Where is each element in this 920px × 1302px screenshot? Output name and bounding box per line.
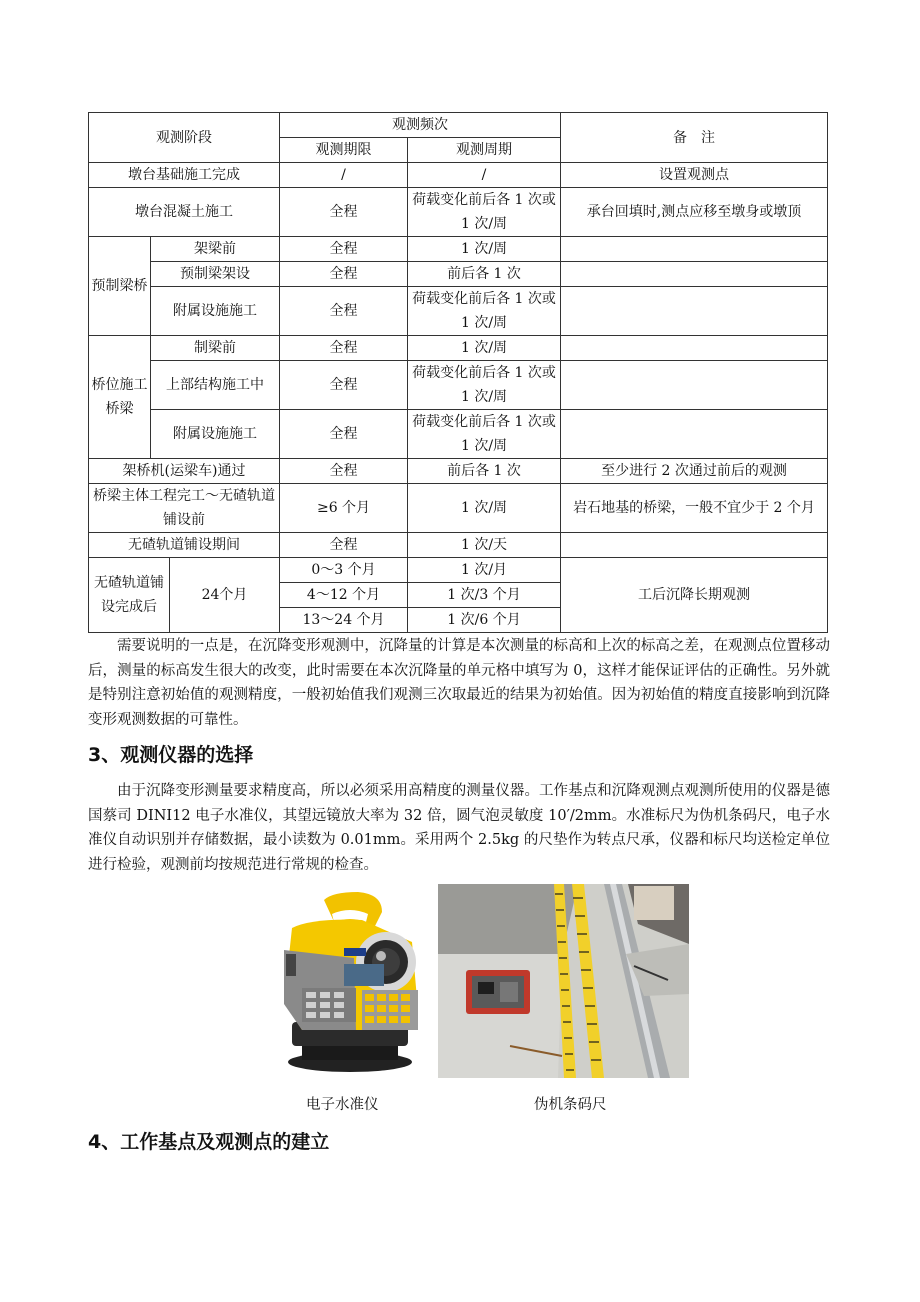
limit-cell: ≥6 个月 (280, 484, 408, 533)
cycle-cell: 1 次/周 (408, 484, 561, 533)
cycle-cell: 1 次/3 个月 (408, 583, 561, 608)
sub-stage-cell: 架梁前 (151, 237, 280, 262)
cycle-cell: / (408, 163, 561, 188)
limit-cell: 全程 (280, 237, 408, 262)
limit-cell: 全程 (280, 410, 408, 459)
stage-cell: 桥梁主体工程完工～无碴轨道铺设前 (89, 484, 280, 533)
caption-electronic-level: 电子水准仪 (306, 1097, 379, 1113)
remark-cell (561, 287, 828, 336)
remark-cell: 设置观测点 (561, 163, 828, 188)
group-label-cell: 预制梁桥 (89, 237, 151, 336)
cycle-cell: 荷载变化前后各 1 次或 1 次/周 (408, 287, 561, 336)
cycle-cell: 荷载变化前后各 1 次或 1 次/周 (408, 410, 561, 459)
remark-cell (561, 237, 828, 262)
header-frequency: 观测频次 (280, 113, 561, 138)
header-period-limit: 观测期限 (280, 138, 408, 163)
remark-cell (561, 336, 828, 361)
electronic-level-image (262, 892, 436, 1078)
remark-cell (561, 262, 828, 287)
limit-cell: 全程 (280, 361, 408, 410)
limit-cell: 全程 (280, 459, 408, 484)
cycle-cell: 1 次/天 (408, 533, 561, 558)
remark-cell: 至少进行 2 次通过前后的观测 (561, 459, 828, 484)
stage-cell: 无碴轨道铺设期间 (89, 533, 280, 558)
cycle-cell: 荷载变化前后各 1 次或 1 次/周 (408, 188, 561, 237)
sub-stage-cell: 附属设施施工 (151, 410, 280, 459)
cycle-cell: 1 次/月 (408, 558, 561, 583)
remark-cell: 岩石地基的桥梁，一般不宜少于 2 个月 (561, 484, 828, 533)
sub-stage-cell: 制梁前 (151, 336, 280, 361)
table-row (89, 484, 828, 533)
table-row (89, 361, 828, 410)
section-3-heading: 3、观测仪器的选择 (88, 744, 254, 766)
remark-cell: 工后沉降长期观测 (561, 558, 828, 633)
cycle-cell: 前后各 1 次 (408, 459, 561, 484)
cycle-cell: 1 次/周 (408, 237, 561, 262)
group-label-cell: 桥位施工桥梁 (89, 336, 151, 459)
barcode-staff-image (438, 884, 689, 1078)
sub-stage-cell: 附属设施施工 (151, 287, 280, 336)
limit-cell: / (280, 163, 408, 188)
limit-cell: 13～24 个月 (280, 608, 408, 633)
header-stage: 观测阶段 (89, 113, 280, 163)
section-4-heading: 4、工作基点及观测点的建立 (88, 1131, 330, 1153)
cycle-cell: 荷载变化前后各 1 次或 1 次/周 (408, 361, 561, 410)
table-row (89, 336, 828, 361)
table-row (89, 558, 828, 583)
limit-cell: 4～12 个月 (280, 583, 408, 608)
remark-cell: 承台回填时,测点应移至墩身或墩顶 (561, 188, 828, 237)
cycle-cell: 1 次/周 (408, 336, 561, 361)
table-row (89, 237, 828, 262)
header-period-cycle: 观测周期 (408, 138, 561, 163)
table-row (89, 287, 828, 336)
table-row (89, 262, 828, 287)
stage-cell: 无碴轨道铺设完成后 (89, 558, 170, 633)
sub-stage-cell: 上部结构施工中 (151, 361, 280, 410)
table-row (89, 163, 828, 188)
stage-cell: 墩台混凝土施工 (89, 188, 280, 237)
limit-cell: 全程 (280, 533, 408, 558)
table-row (89, 410, 828, 459)
sub-stage-cell: 预制梁架设 (151, 262, 280, 287)
table-row (89, 533, 828, 558)
limit-cell: 全程 (280, 188, 408, 237)
limit-cell: 全程 (280, 262, 408, 287)
remark-cell (561, 410, 828, 459)
span-cell: 24个月 (170, 558, 280, 633)
caption-barcode-staff: 伪机条码尺 (534, 1097, 607, 1113)
remark-cell (561, 533, 828, 558)
remark-cell (561, 361, 828, 410)
limit-cell: 全程 (280, 336, 408, 361)
limit-cell: 0～3 个月 (280, 558, 408, 583)
table-row (89, 459, 828, 484)
paragraph-instruments: 由于沉降变形测量要求精度高，所以必须采用高精度的测量仪器。工作基点和沉降观测点观测所使用的仪器是德国蔡司 DINI12 电子水准仪，其望远镜放大率为 32 倍，圆气泡灵敏度 10′/2mm。水准标尺为伪机条码尺，电子水准仪自动识别并存储数据，最小读数为 0.01mm。采用两个 2.5kg 的尺垫作为转点尺承，仪器和标尺均送检定单位进行检验，观测前均按规范进行常规的检查。 (88, 783, 830, 873)
table-row (89, 188, 828, 237)
cycle-cell: 1 次/6 个月 (408, 608, 561, 633)
observation-frequency-table (88, 112, 828, 633)
header-remarks: 备 注 (561, 113, 828, 163)
limit-cell: 全程 (280, 287, 408, 336)
stage-cell: 墩台基础施工完成 (89, 163, 280, 188)
cycle-cell: 前后各 1 次 (408, 262, 561, 287)
stage-cell: 架桥机(运梁车)通过 (89, 459, 280, 484)
paragraph-sedimentation-note: 需要说明的一点是，在沉降变形观测中，沉降量的计算是本次测量的标高和上次的标高之差，在观测点位置移动后，测量的标高发生很大的改变，此时需要在本次沉降量的单元格中填写为 0，这样才能保证评估的正确性。另外就是特别注意初始值的观测精度，一般初始值我们观测三次取最近的结果为初始值。因为初始值的精度直接影响到沉降变形观测数据的可靠性。 (88, 638, 830, 728)
